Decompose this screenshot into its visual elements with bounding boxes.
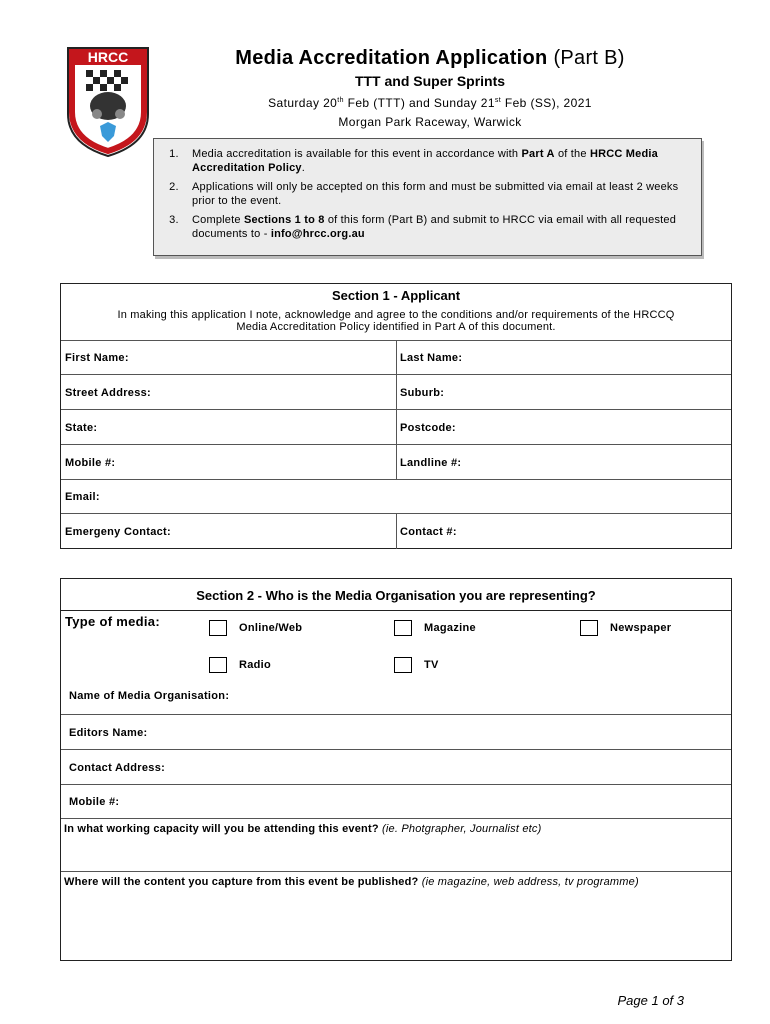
publish-question: Where will the content you capture from this event be published? (ie magazine, web address, tv programme) [64,876,639,888]
capacity-question: In what working capacity will you be attending this event? (ie. Photgrapher, Journalist etc) [64,823,542,835]
row-contact-address [61,749,731,785]
media-type-row [61,610,731,685]
instructions-box [153,138,702,256]
checkbox[interactable] [209,657,227,673]
row-emergency [61,513,731,549]
row-state [61,409,731,445]
row-editor [61,714,731,750]
postcode-field[interactable]: Postcode: [400,421,456,434]
option-newspaper[interactable]: Newspaper [580,620,671,636]
option-tv[interactable]: TV [394,657,439,673]
emergency-contact-field[interactable]: Emergeny Contact: [65,525,171,538]
section-1-applicant [60,283,732,549]
instruction-3: 3. Complete Sections 1 to 8 of this form (Part B) and submit to HRCC via email with all requested documents to - info@hrcc.org.au [182,213,687,241]
hrcc-logo [64,44,152,160]
title-part: (Part B) [553,47,625,69]
row-name [61,340,731,375]
event-dates: Saturday 20th Feb (TTT) and Sunday 21st Feb (SS), 2021 [268,96,592,110]
option-online-web[interactable]: Online/Web [209,620,302,636]
row-mobile [61,784,731,819]
section-1-title: Section 1 - Applicant [331,288,461,303]
page-number: Page 1 of 3 [617,993,684,1008]
title-main: Media Accreditation Application [235,47,548,69]
option-radio[interactable]: Radio [209,657,271,673]
option-magazine[interactable]: Magazine [394,620,476,636]
page-subtitle: TTT and Super Sprints [354,73,506,89]
email-link[interactable]: info@hrcc.org.au [270,228,365,240]
suburb-field[interactable]: Suburb: [400,386,445,399]
landline-field[interactable]: Landline #: [400,456,462,469]
section-1-intro: In making this application I note, acknowledge and agree to the conditions and/or requirements of the HRCCQ Media Accreditation Policy identified in Part A of this document. [117,309,675,333]
event-venue: Morgan Park Raceway, Warwick [338,115,522,129]
row-address [61,374,731,410]
contact-number-field[interactable]: Contact #: [400,525,457,538]
row-org-name [61,678,731,714]
row-phone [61,444,731,480]
checkbox[interactable] [209,620,227,636]
publish-field[interactable] [61,871,731,961]
state-field[interactable]: State: [65,421,98,434]
email-field[interactable]: Email: [65,491,100,503]
row-email [61,479,731,514]
instruction-1: 1. Media accreditation is available for this event in accordance with Part A of the HRCC Media Accreditation Policy. [182,147,687,175]
org-mobile-field[interactable]: Mobile #: [69,796,120,808]
mobile-field[interactable]: Mobile #: [65,456,116,469]
section-2-media-org [60,578,732,961]
contact-address-field[interactable]: Contact Address: [69,761,166,774]
first-name-field[interactable]: First Name: [65,352,129,364]
checkbox[interactable] [394,657,412,673]
checkbox[interactable] [580,620,598,636]
logo-text: HRCC [87,49,129,65]
street-address-field[interactable]: Street Address: [65,386,152,399]
page-title [160,47,700,70]
capacity-field[interactable] [61,818,731,872]
editor-name-field[interactable]: Editors Name: [69,726,148,739]
org-name-field[interactable]: Name of Media Organisation: [69,690,230,702]
section-2-title: Section 2 - Who is the Media Organisation you are representing? [196,588,596,603]
instruction-2: 2. Applications will only be accepted on this form and must be submitted via email at least 2 weeks prior to the event. [182,180,687,208]
media-type-label: Type of media: [65,614,160,629]
checkbox[interactable] [394,620,412,636]
last-name-field[interactable]: Last Name: [400,352,463,364]
